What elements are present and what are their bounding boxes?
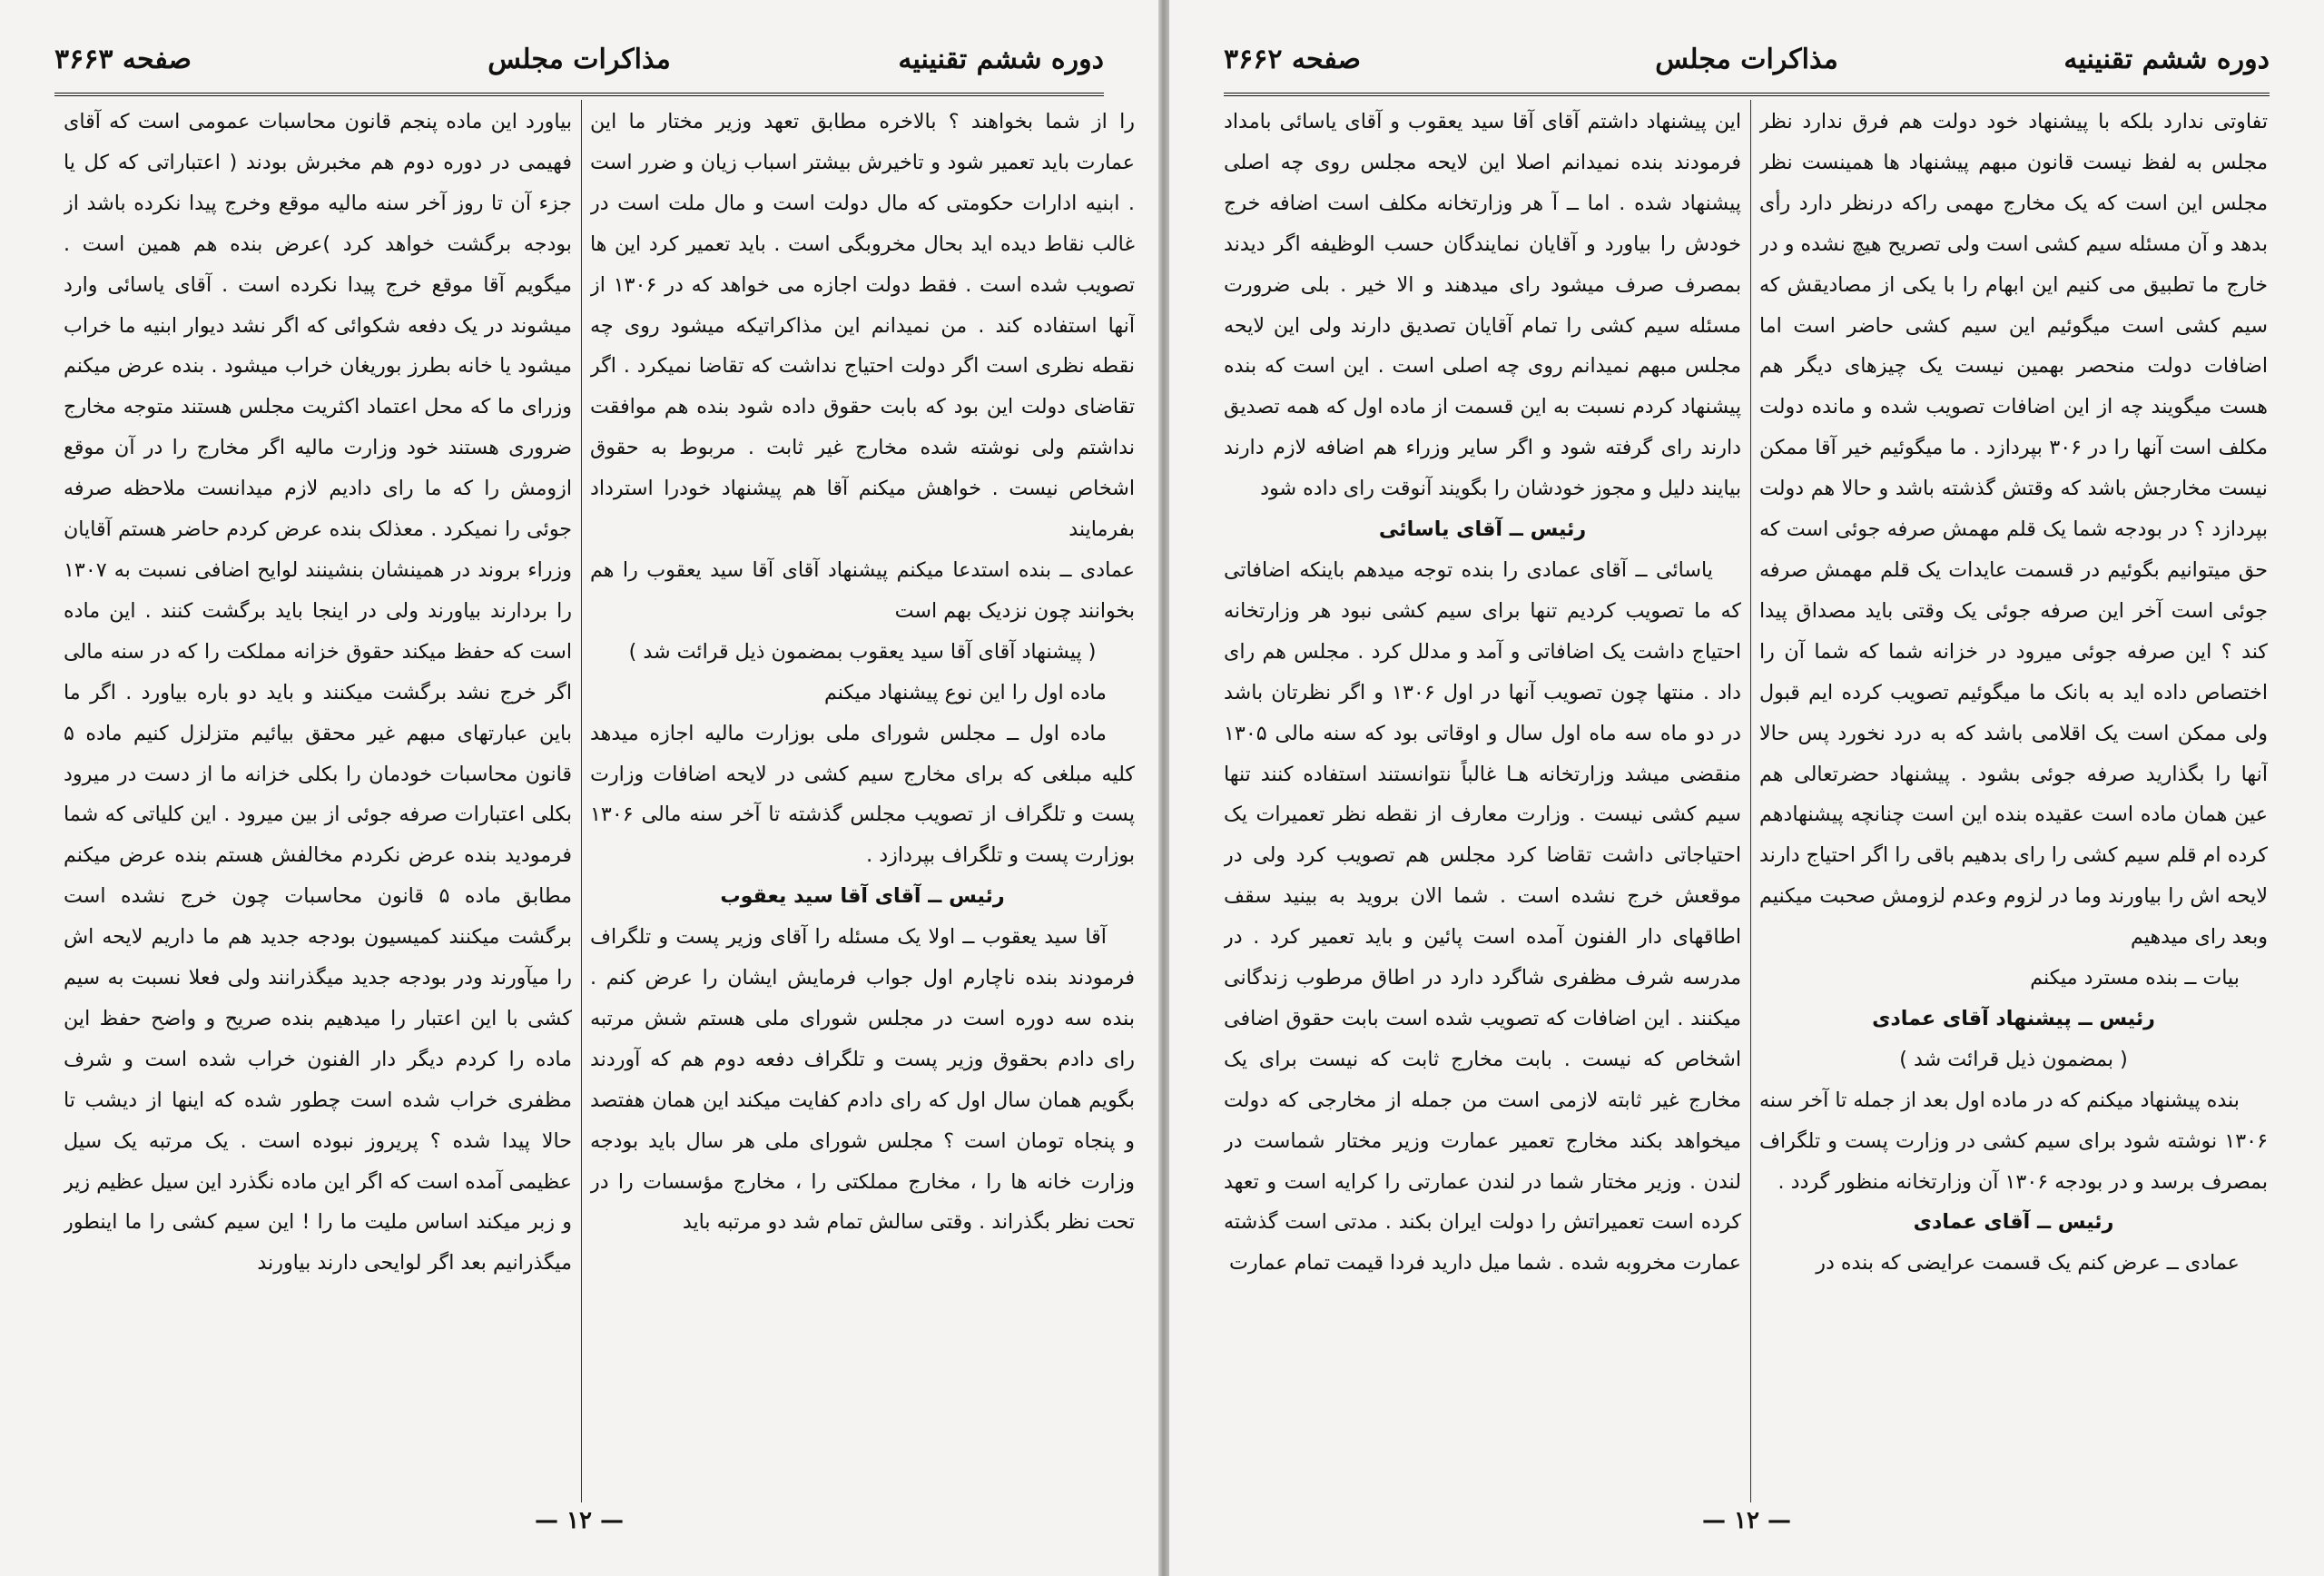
paragraph: بیاورد این ماده پنجم قانون محاسبات عمومی است که آقای فهیمی در دوره دوم هم مخبرش بودند ( اعتباراتی که کل یا جزء آن تا روز آخر سنه مالیه موقع وخرج پیدا نکرده باشد از بودجه برگشت خواهد کرد )عرض بنده هم همین است . میگویم آقا موقع خرج پیدا نکرده است . آقای یاسائی وارد میشوند در یک دفعه شکوائی که اگر نشد دیوار ابنیه ما خراب میشود یا خانه بطرز بوریغان خراب میشود . بنده عرض میکنم وزرای ما که محل اعتماد اکثریت مجلس هستند متوجه مخارج ضروری هستند خود وزارت مالیه اگر مخارج را در آن موقع ازومش را که ما رای دادیم لازم میدانست ملاحظه صرفه جوئی را نمیکرد . معذلک بنده عرض کردم حاضر هستم آقایان وزراء بروند در همینشان بنشینند لوایح اضافی نسبت به ۱۳۰۷ را بردارند بیاورند ولی در اینجا باید برگشت کنند . این ماده است که حفظ میکند حقوق خزانه مملکت را که در سنه مالی اگر خرج نشد برگشت میکنند و باید دو باره بیاورد . اگر ما باین عبارتهای مبهم غیر محقق بیائیم متزلزل کنیم ماده ۵ قانون محاسبات خودمان را بکلی خزانه ما از دست در میرود بکلی اعتبارات صرفه جوئی از بین میرود . این کلیاتی که شما فرمودید بنده عرض نکردم مخالفش هستم بنده عرض میکنم مطابق ماده ۵ قانون محاسبات چون خرج نشده است برگشت میکنند کمیسیون بودجه جدید هم ما داریم لایحه اش را میآورند ودر بودجه جدید میگذرانند ولی فعلا نسبت به سیم کشی با این اعتبار را میدهیم بنده صریح و واضح حفظ این ماده را کردم دیگر دار الفنون خراب شده است و شرف مظفری خراب شده است چطور شده که اینها از دیشب تا حالا پیدا شده ؟ پریروز نبوده است . یک مرتبه یک سیل عظیمی آمده است که اگر این ماده نگذرد این سیل عظیم زیر و زبر میکند اساس ملیت ما را ! این سیم کشی را ما اینطور میگذرانیم بعد اگر لوایحی دارند بیاورند xyxy=(64,110,572,1276)
paragraph: را از شما بخواهند ؟ بالاخره مطابق تعهد وزیر مختار ما این عمارت باید تعمیر شود و تاخیرش بیشتر اسباب زیان و ضرر است . ابنیه ادارات حکومتی که مال دولت است و مال ملت است در غالب نقاط دیده اید بحال مخروبگی است . باید تعمیر کرد این ها تصویب شده است . فقط دولت اجازه می خواهد که در ۱۳۰۶ از آنها استفاده کند . من نمیدانم این مذاکراتیکه میشود روی چه نقطه نظری است اگر دولت احتیاج نداشت که تقاضا نمیکرد . اگر تقاضای دولت این بود که بابت حقوق داده شود بنده هم موافقت نداشتم ولی نوشته شده مخارج غیر ثابت . مربوط به حقوق اشخاص نیست . خواهش میکنم آقا هم پیشنهاد خودرا استرداد بفرمایند xyxy=(590,110,1135,542)
speaker-heading: رئیس ــ آقای آقا سید یعقوب xyxy=(720,884,1005,909)
paragraph: این پیشنهاد داشتم آقای آقا سید یعقوب و آقای یاسائی بامداد فرمودند بنده نمیدانم اصلا این لایحه مجلس روی چه اصلی پیشنهاد شده . اما ــ آ هر وزارتخانه مکلف است اضافه خرج خودش را بیاورد و آقایان نمایندگان حسب الوظیفه اگر دیدند بمصرف صرف میشود رای میدهند و الا خیر . بلی ضرورت مسئله سیم کشی را تمام آقایان تصدیق دارند ولی این لایحه مجلس مبهم نمیدانم روی چه اصلی است . این است که بنده پیشنهاد کردم نسبت به این قسمت از ماده اول که همه تصدیق دارند رای گرفته شود و اگر سایر وزراء هم اضافه لازم دارند بیایند دلیل و مجوز خودشان را بگویند آنوقت رای داده شود xyxy=(1224,110,1741,501)
page-number-label: صفحه ۳۶۶۳ xyxy=(54,44,192,75)
paragraph: عمادی ــ بنده استدعا میکنم پیشنهاد آقای آقا سید یعقوب را هم بخوانند چون نزدیک بهم است xyxy=(590,557,1135,623)
term-label: دوره ششم تقنینیه xyxy=(898,44,1104,75)
column-divider xyxy=(1750,100,1751,1502)
page-header xyxy=(1224,36,2270,89)
speaker-heading: رئیس ــ آقای عمادی xyxy=(1913,1210,2114,1235)
speaker-heading: رئیس ــ آقای یاسائی xyxy=(1378,517,1587,542)
paragraph: بنده پیشنهاد میکنم که در ماده اول بعد از جمله تا آخر سنه ۱۳۰۶ نوشته شود برای سیم کشی در وزارت پست و تلگراف بمصرف برسد و در بودجه ۱۳۰۶ آن وزارتخانه منظور گردد . xyxy=(1759,1088,2268,1194)
text-column-right xyxy=(1759,102,2268,1500)
paragraph: تفاوتی ندارد بلکه با پیشنهاد خود دولت هم فرق ندارد نظر مجلس به لفظ نیست قانون مبهم پیشنهاد ها همینست نظر مجلس این است که یک مخارج مهمی راکه درنظر دارد رأی بدهد و آن مسئله سیم کشی است ولی تصریح هیچ نشده و در خارج ما تطبیق می کنیم این ابهام را با یکی از مصادیقش که سیم کشی است میگوئیم این سیم کشی حاضر است اما اضافات دولت منحصر بهمین نیست یک چیزهای دیگر هم هست میگویند چه از این اضافات تصویب شده و مانده دولت مکلف است آنها را در ۳۰۶ بپردازد . ما میگوئیم خیر آقا ممکن نیست مخارجش باشد که وقتش گذشته باشد و حالا هم دولت بپردازد ؟ در بودجه شما یک قلم مهمش صرفه جوئی است که حق میتوانیم بگوئیم در قسمت عایدات یک قلم مهمش صرفه جوئی است آخر این صرفه جوئی یک وقتی باید مصداق پیدا کند ؟ این صرفه جوئی میرود در خزانه شما که شما آن را اختصاص داده اید به بانک ما میگوئیم تصویب کرده ایم قبول ولی ممکن است یک اقلامی باشد که به درد نخورد پس حالا آنها را بگذارید صرفه جوئی بشود . پیشنهاد حضرتعالی هم عین همان ماده است عقیده بنده این است چنانچه پیشنهادهم کرده ام قلم سیم کشی را رای بدهیم باقی را اگر احتیاج دارند لایحه اش را بیاورند وما در لزوم وعدم لزومش صحبت میکنیم وبعد رای میدهیم xyxy=(1759,110,2268,950)
term-label: دوره ششم تقنینیه xyxy=(2063,44,2270,75)
journal-title: مذاکرات مجلس xyxy=(1655,44,1838,75)
speaker-heading: رئیس ــ پیشنهاد آقای عمادی xyxy=(1872,1006,2155,1030)
page-footer: — ۱۲ — xyxy=(1701,1507,1792,1534)
page-number-label: صفحه ۳۶۶۲ xyxy=(1224,44,1361,75)
centered-note: ( بمضمون ذیل قرائت شد ) xyxy=(1899,1047,2128,1071)
page-header xyxy=(54,36,1104,89)
journal-title: مذاکرات مجلس xyxy=(487,44,671,75)
paragraph: ماده اول ــ مجلس شورای ملی بوزارت مالیه اجازه میدهد کلیه مبلغی که برای مخارج سیم کشی در لایحه اضافات وزارت پست و تلگراف از تصویب مجلس گذشته تا آخر سنه مالی ۱۳۰۶ بوزارت پست و تلگراف بپردازد . xyxy=(590,721,1135,868)
header-rule xyxy=(54,93,1104,96)
left-page xyxy=(0,0,1158,1576)
text-column-left xyxy=(1224,102,1741,1500)
paragraph: یاسائی ــ آقای عمادی را بنده توجه میدهم باینکه اضافاتی که ما تصویب کردیم تنها برای سیم کشی نبود هر وزارتخانه احتیاج داشت یک اضافاتی و آمد و مدلل کرد . مجلس هم رای داد . منتها چون تصویب آنها در اول ۱۳۰۶ و اگر نظرتان باشد در دو ماه سه ماه اول سال و اوقاتی بود که سنه مالی ۱۳۰۵ منقضی میشد وزارتخانه هـا غالباً نتوانستند استفاده کنند تنها سیم کشی نیست . وزارت معارف از نقطه نظر تعمیرات یک احتیاجاتی داشت تقاضا کرد مجلس هم تصویب کرد ولی در موقعش خرج نشده است . شما الان بروید به بینید سقف اطاقهای دار الفنون آمده است پائین و باید تعمیر کرد . در مدرسه شرف مظفری شاگرد دارد در اطاق مرطوب زندگانی میکنند . این اضافات که تصویب شده است بابت حقوق اضافی اشخاص که نیست . بابت مخارج ثابت که نیست برای یک مخارج غیر ثابته لازمی است من جمله از مخارجی که دولت میخواهد بکند مخارج تعمیر عمارت وزیر مختار شماست در لندن . وزیر مختار شما در لندن عمارتی را کرایه است و تعهد کرده است تعمیراتش را دولت ایران بکند . مدتی است گذشته عمارت مخروبه شده . شما میل دارید فردا قیمت تمام عمارت xyxy=(1224,557,1741,1276)
text-column-right xyxy=(590,102,1135,1500)
page-footer: — ۱۲ — xyxy=(534,1507,625,1534)
header-rule xyxy=(1224,93,2270,96)
paragraph: آقا سید یعقوب ــ اولا یک مسئله را آقای وزیر پست و تلگراف فرمودند بنده ناچارم اول جواب فرمایش ایشان را عرض کنم . بنده سه دوره است در مجلس شورای ملی هستم شش مرتبه رای دادم بحقوق وزیر پست و تلگراف دفعه دوم هم که آوردند بگویم همان سال اول که رای دادم کفایت میکند این همان هفتصد و پنجاه تومان است ؟ مجلس شورای ملی هر سال باید بودجه وزارت خانه ها را ، مخارج مملکتی را ، مخارج مؤسسات را در تحت نظر بگذراند . وقتی سالش تمام شد دو مرتبه باید xyxy=(590,925,1135,1235)
right-page xyxy=(1169,0,2324,1576)
paragraph: ماده اول را این نوع پیشنهاد میکنم xyxy=(823,680,1107,704)
book-spine xyxy=(1158,0,1169,1576)
centered-note: ( پیشنهاد آقای آقا سید یعقوب بمضمون ذیل قرائت شد ) xyxy=(628,639,1097,664)
paragraph: عمادی ــ عرض کنم یک قسمت عرایضی که بنده در xyxy=(1816,1251,2240,1276)
paragraph: بیات ــ بنده مسترد میکنم xyxy=(2030,966,2240,990)
column-divider xyxy=(581,100,582,1502)
text-column-left xyxy=(64,102,572,1500)
